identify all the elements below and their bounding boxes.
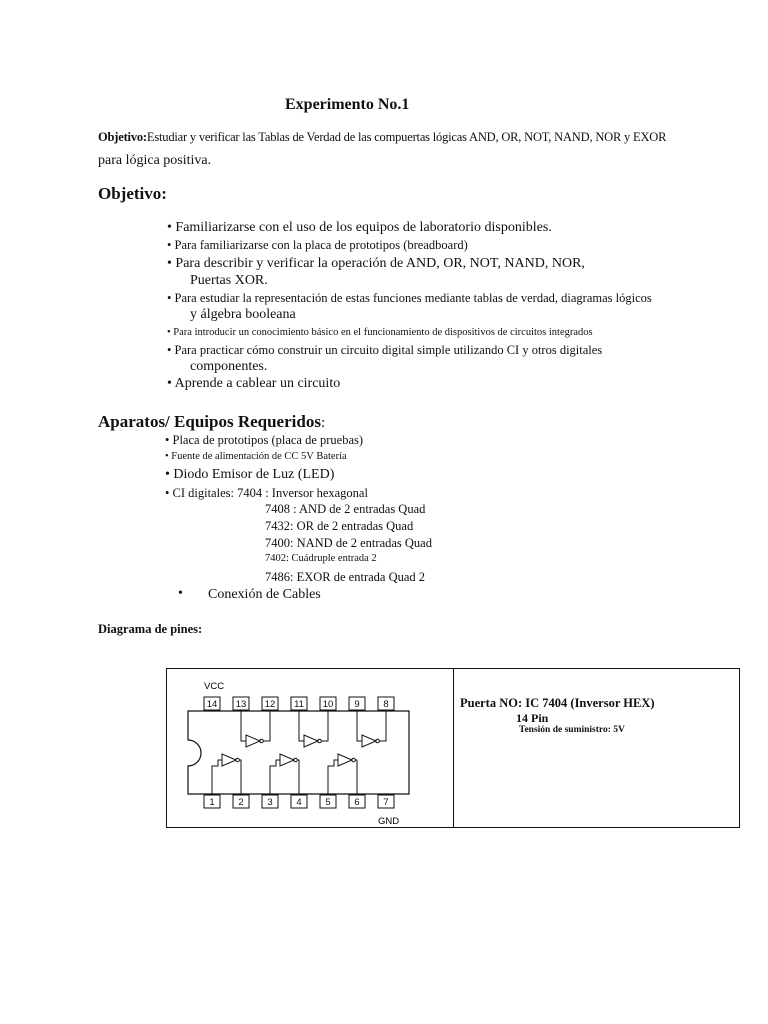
equipment-item: • Fuente de alimentación de CC 5V Batería [165,451,347,462]
pin-number: 7 [383,797,389,808]
pin-number: 11 [294,699,304,710]
equipment-heading [98,412,325,432]
equipment-subitem: 7486: EXOR de entrada Quad 2 [265,570,426,584]
vcc-label: VCC [204,681,225,692]
objective-item: • Para describir y verificar la operación de AND, OR, NOT, NAND, NOR, [167,256,585,271]
equipment-item: • Placa de prototipos (placa de pruebas) [165,433,364,447]
gnd-label: GND [378,816,400,827]
table-divider [453,668,454,828]
objective-item: • Aprende a cablear un circuito [167,376,341,391]
cables-bullet: • [178,586,183,601]
supply-voltage: Tensión de suministro: 5V [519,725,625,735]
equipment-subitem: 7400: NAND de 2 entradas Quad [265,536,432,550]
pin-number: 13 [235,699,247,710]
equipment-subitem: 7408 : AND de 2 entradas Quad [265,502,426,516]
objective-text-continued: para lógica positiva. [98,153,212,168]
objective-intro [98,130,666,145]
pin-number: 12 [264,699,276,710]
pin-diagram-heading: Diagrama de pines: [98,622,203,636]
pin-number: 9 [354,699,360,710]
objective-item: • Para practicar cómo construir un circuito digital simple utilizando CI y otros digitales [167,343,603,357]
pin-number: 6 [354,797,360,808]
page-title: Experimento No.1 [285,96,410,113]
pin-number: 3 [267,797,273,808]
pin-number: 5 [325,797,331,808]
objective-item-continued: Puertas XOR. [190,273,268,288]
objectives-heading: Objetivo: [98,184,167,203]
pin-number: 1 [209,797,215,808]
equipment-item-cables: Conexión de Cables [208,587,321,602]
pin-number: 10 [322,699,334,710]
objective-item: • Para familiarizarse con la placa de prototipos (breadboard) [167,238,468,252]
equipment-heading-colon: : [320,415,326,431]
objective-label: Objetivo: [98,130,147,144]
gate-title: Puerta NO: IC 7404 (Inversor HEX) [460,696,655,710]
equipment-item: • Diodo Emisor de Luz (LED) [165,467,335,482]
objective-item-continued: componentes. [190,359,268,374]
objective-text: Estudiar y verificar las Tablas de Verdad de las compuertas lógicas AND, OR, NOT, NAND, NOR y EXOR [146,130,667,144]
ic-7404-pinout-diagram [166,668,453,828]
pin-number: 8 [383,699,389,710]
objective-item: • Para estudiar la representación de estas funciones mediante tablas de verdad, diagramas lógicos [167,291,652,305]
equipment-item: • CI digitales: 7404 : Inversor hexagonal [165,486,368,500]
objective-item-continued: y álgebra booleana [190,307,296,322]
pin-number: 14 [206,699,218,710]
pin-count: 14 Pin [516,711,549,725]
equipment-subitem: 7432: OR de 2 entradas Quad [265,519,414,533]
objective-item: • Para introducir un conocimiento básico en el funcionamiento de dispositivos de circuitos integrados [167,327,593,338]
pin-number: 2 [238,797,244,808]
objective-item: • Familiarizarse con el uso de los equipos de laboratorio disponibles. [167,220,552,235]
equipment-subitem: 7402: Cuádruple entrada 2 [265,553,377,564]
pin-number: 4 [296,797,302,808]
equipment-heading-text: Aparatos/ Equipos Requeridos [98,412,321,431]
